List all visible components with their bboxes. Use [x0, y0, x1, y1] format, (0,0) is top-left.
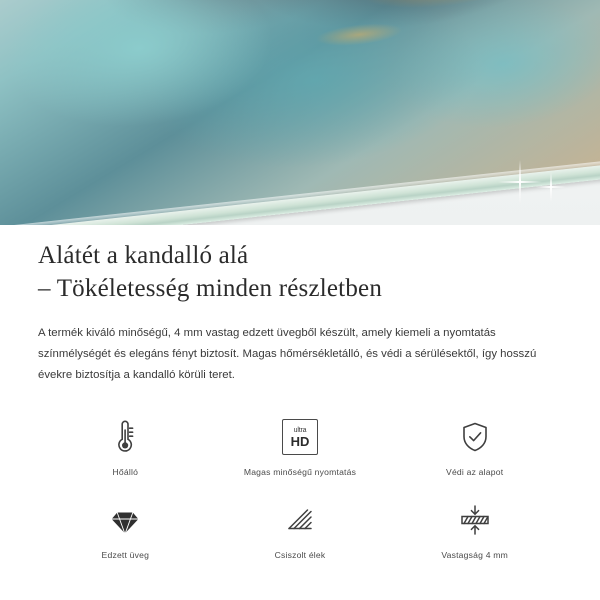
- ultra-hd-badge-top: ultra: [293, 426, 307, 434]
- description-paragraph: A termék kiváló minőségű, 4 mm vastag edzett üvegből készült, amely kiemeli a nyomtatás színmélységét és elegáns fényt biztosít. Magas hőmérsékletálló, és védi a sérülésektől, így hosszú évekre biztosítja a kandalló körüli teret.: [38, 327, 537, 381]
- thickness-icon: [453, 499, 497, 541]
- feature-item-heat-resistant: [38, 416, 213, 477]
- feature-caption: Hőálló: [112, 467, 139, 477]
- shield-check-icon: [455, 416, 495, 458]
- page-title: [38, 225, 562, 305]
- hero-product-image: [0, 0, 600, 225]
- feature-caption: Vastagság 4 mm: [441, 550, 508, 560]
- feature-caption: Csiszolt élek: [274, 550, 326, 560]
- feature-item-polished-edges: [213, 499, 388, 560]
- feature-grid: [38, 416, 562, 560]
- thermometer-icon: [105, 416, 145, 458]
- feature-item-thickness: [387, 499, 562, 560]
- feature-caption: Magas minőségű nyomtatás: [243, 467, 357, 477]
- feature-item-print-quality: [213, 416, 388, 477]
- diamond-icon: [105, 499, 145, 541]
- feature-caption: Edzett üveg: [101, 550, 150, 560]
- polished-edges-icon: [280, 499, 320, 541]
- headline-line-2: – Tökéletesség minden részletben: [38, 275, 383, 302]
- headline-line-1: Alátét a kandalló alá: [38, 242, 249, 269]
- content-section: [0, 225, 600, 560]
- feature-item-surface-protection: [387, 416, 562, 477]
- ultra-hd-badge-bottom: HD: [290, 433, 310, 449]
- ultra-hd-icon: [282, 416, 318, 458]
- feature-caption: Védi az alapot: [446, 467, 504, 477]
- feature-item-tempered-glass: [38, 499, 213, 560]
